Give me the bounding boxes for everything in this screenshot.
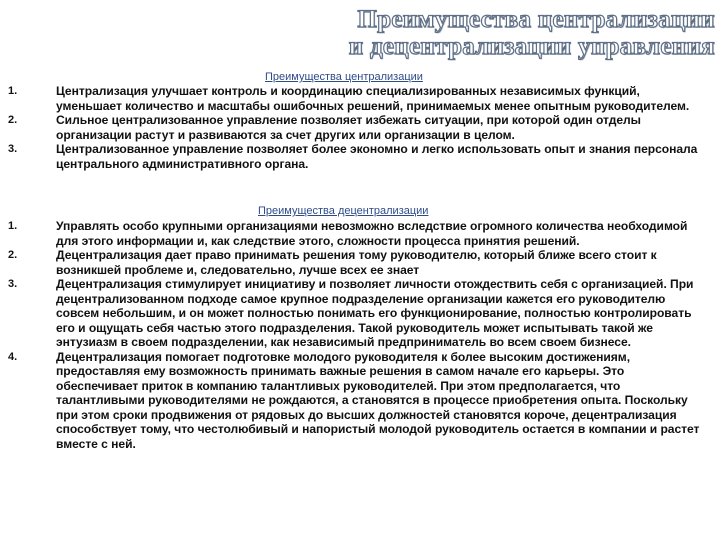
item-text: Децентрализация помогает подготовке молодого руководителя к более высоким достижениям, предоставляя ему возможность принимать важные решения в самом начале его карьеры. Это обеспечивает приток в компанию талантливых руководителей. При этом предполагается, что талантливыми руководителями не рождаются, а становятся в процессе приобретения опыта. Поскольку при этом сроки продвижения от рядовых до высших должностей становятся короче, децентрализация способствует тому, что честолюбивый и напористый молодой руководитель остается в компании и растет вместе с ней. [56,349,700,451]
slide-title [290,6,715,60]
list-item [8,142,708,171]
item-text: Управлять особо крупными организациями невозможно вследствие огромного количества необходимой для этого информации и, как следствие этого, сложности процесса принятия решений. [56,219,688,248]
item-number: 4. [8,350,18,363]
list-item [8,277,708,350]
item-number: 2. [8,249,18,261]
item-number: 3. [8,278,18,290]
list-item [8,113,708,142]
centralization-list [8,84,708,171]
item-text: Децентрализация дает право принимать решения тому руководителю, который ближе всего стоит к возникшей проблеме и, следовательно, лучше всех ее знает [56,248,657,277]
item-text: Централизованное управление позволяет более экономно и легко использовать опыт и знания персонала центрального административного органа. [56,142,698,171]
list-item [8,84,708,113]
item-number: 2. [8,114,18,126]
decentralization-list [8,219,708,451]
item-text: Децентрализация стимулирует инициативу и позволяет личности отождествить себя с организацией. При децентрализованном подходе самое крупное подразделение организации кажется его руководителю совсем небольшим, и он может полностью понимать его функционирование, полностью контролировать его и ощущать себя частью этого подразделения. Такой руководитель может испытывать такой же энтузиазм в своем подразделении, как независимый предприниматель во всем своем бизнесе. [56,277,694,349]
item-number: 1. [8,85,18,97]
item-text: Сильное централизованное управление позволяет избежать ситуации, при которой один отделы организации растут и развиваются за счет других или организации в целом. [56,113,641,142]
decentralization-heading: Преимущества децентрализации [258,205,429,217]
slide-title-line-2: и децентрализации управления [348,33,715,60]
slide-title-line-1: Преимущества централизации [357,6,715,33]
list-item [8,219,708,248]
item-number: 3. [8,143,18,155]
list-item [8,350,708,452]
centralization-heading: Преимущества централизации [265,71,423,83]
item-text: Централизация улучшает контроль и координацию специализированных независимых функций, уменьшает количество и масштабы ошибочных решений, принимаемых менее опытным руководителем. [56,84,690,113]
item-number: 1. [8,220,18,232]
list-item [8,248,708,277]
